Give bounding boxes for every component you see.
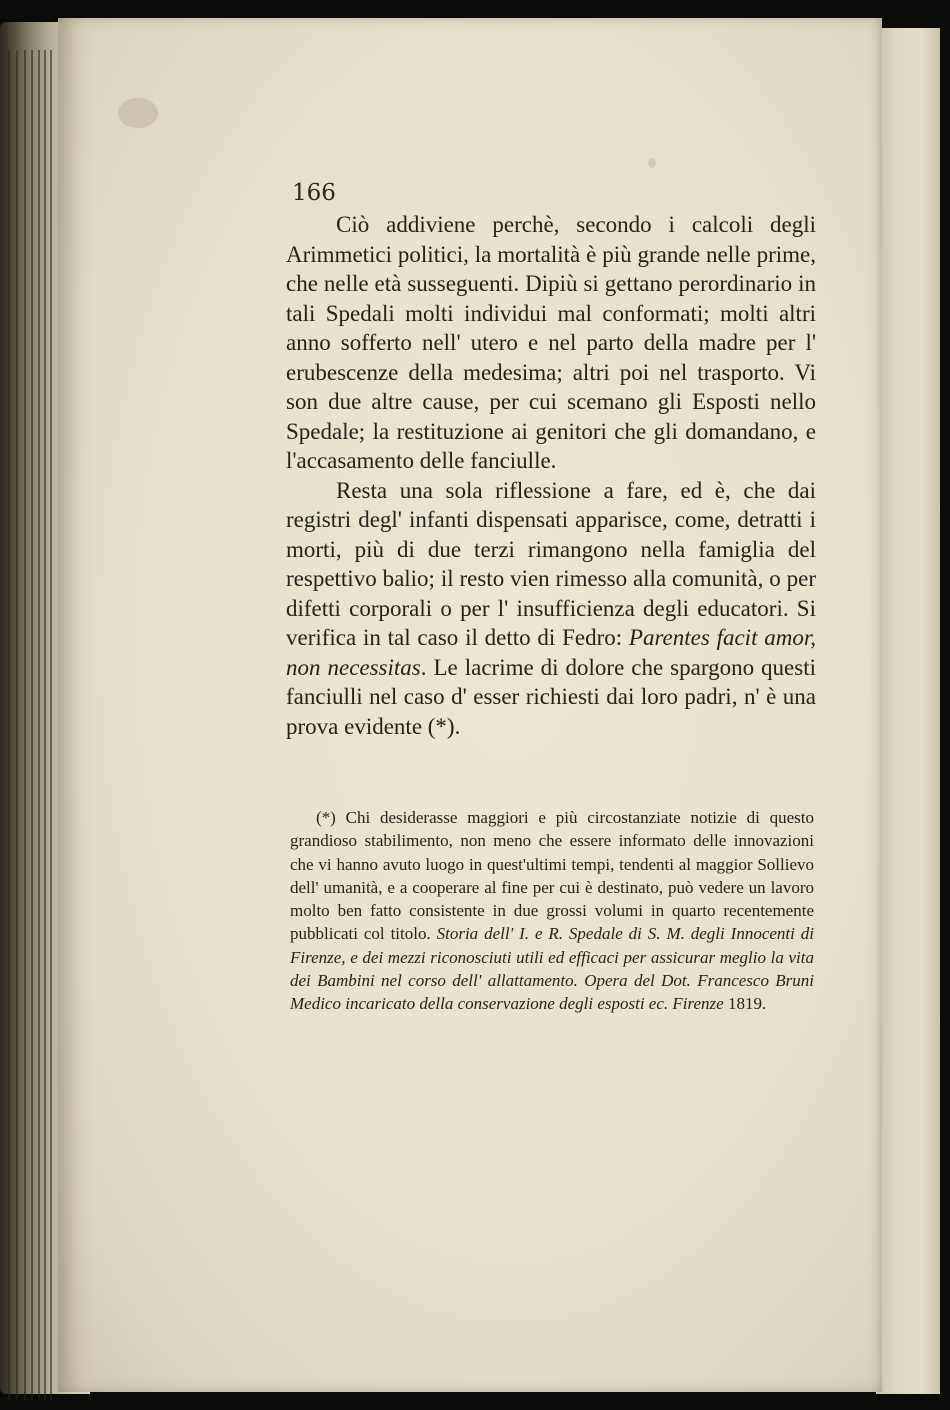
facing-page-edge	[876, 28, 940, 1394]
footnote-year: 1819.	[723, 994, 767, 1014]
paragraph-2-text-a: Resta una sola riflessione a fare, ed è, che dai registri degl' infanti dispensati apparisce, come, detratti i morti, più di due terzi rimangono nella famiglia del respettivo balio; il resto vien rimesso alla comunità, o per difetti corporali o per l' insufficienza degli educatori. Si verifica in tal caso il detto di Fedro:	[286, 477, 816, 650]
paragraph-2-text-b: . Le lacrime di dolore che spargono questi fanciulli nel caso d' esser richiesti dai loro padri, n' è una prova evidente (*).	[286, 654, 816, 739]
paragraph-2	[286, 476, 816, 742]
paragraph-1	[286, 210, 816, 476]
footnote-text-a: (*) Chi desiderasse maggiori e più circostanziate notizie di questo grandioso stabilimento, non meno che essere informato delle innovazioni che vi hanno avuto luogo in quest'ultimi tempi, tendenti al maggior Sollievo dell' umanità, e a cooperare al fine per cui è destinato, può vedere un lavoro molto ben fatto consistente in due grossi volumi in quarto recentemente pubblicati col titolo.	[290, 808, 814, 944]
page-number: 166	[292, 180, 336, 206]
paragraph-1-text: Ciò addiviene perchè, secondo i calcoli degli Arimmetici politici, la mortalità è più grande nelle prime, che nelle età susseguenti. Dipiù si gettano perordinario in tali Spedali molti individui mal conformati; molti altri anno sofferto nell' utero e nel parto della madre per l' erubescenze della medesima; altri poi nel trasporto. Vi son due altre cause, per cui scemano gli Esposti nello Spedale; la restituzione ai genitori che gli domandano, e l'accasamento delle fanciulle.	[286, 212, 816, 473]
footnote	[290, 806, 814, 1016]
latin-quote: Parentes facit amor, non necessitas	[286, 625, 817, 680]
footnote-paragraph	[290, 806, 814, 1016]
footnote-citation: Storia dell' I. e R. Spedale di S. M. degli Innocenti di Firenze, e dei mezzi riconosciuti utili ed efficaci per assicurar meglio la vita dei Bambini nel corso dell' allattamento. Opera del Dot. Francesco Bruni Medico incaricato della conservazione degli esposti ec. Firenze	[290, 924, 814, 1014]
body-text	[286, 210, 816, 741]
